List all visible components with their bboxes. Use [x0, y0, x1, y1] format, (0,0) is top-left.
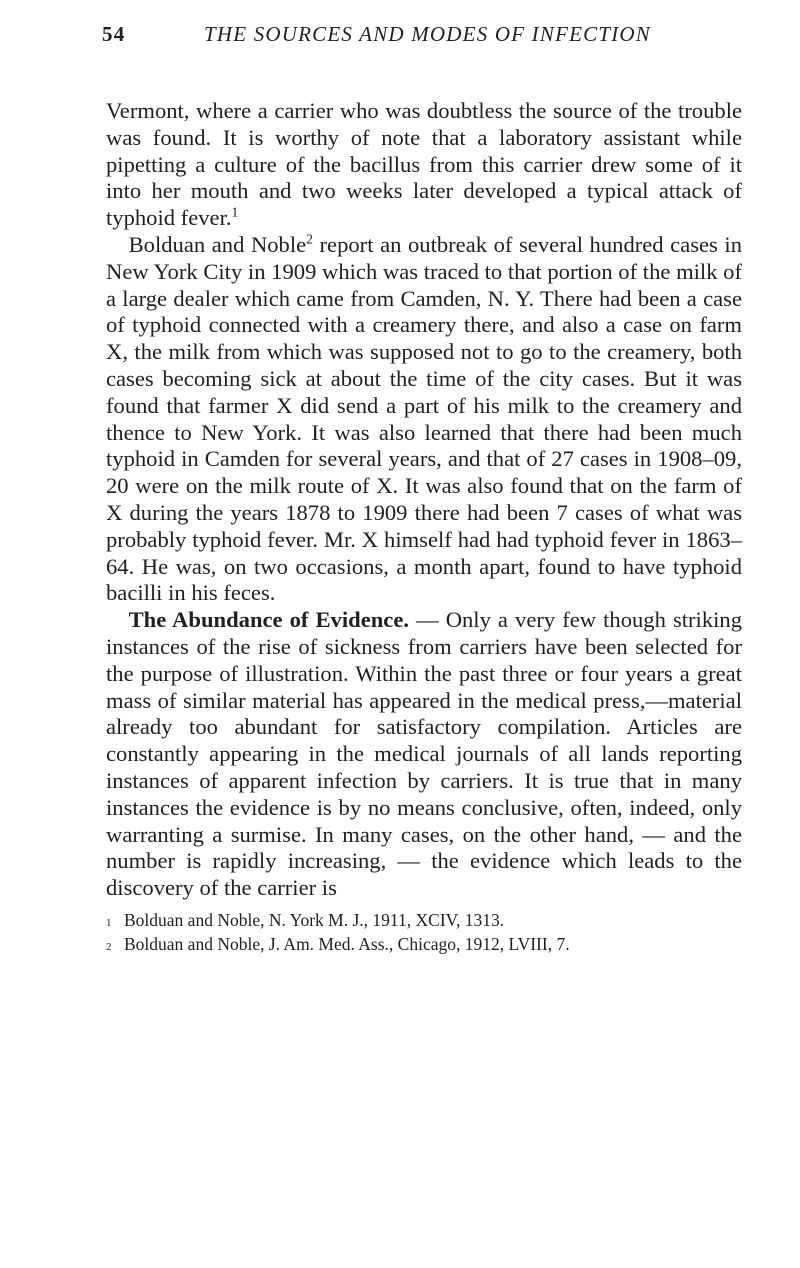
section-heading: The Abundance of Evidence.: [128, 607, 409, 633]
footnote-1: [106, 910, 742, 934]
paragraph-2: [106, 232, 742, 607]
paragraph-1-text: Vermont, where a carrier who was doubtless the source of the trouble was found. It is worthy of note that a laboratory assistant while pipetting a culture of the bacillus from this carrier drew some of it into her mouth and two weeks later developed a typical attack of typhoid fever.: [106, 98, 742, 231]
footnotes: [106, 910, 742, 958]
footnote-2: [106, 934, 742, 958]
book-page: [102, 22, 742, 958]
paragraph-3: [106, 607, 742, 902]
body-text: [106, 98, 742, 902]
footnote-2-text: Bolduan and Noble, J. Am. Med. Ass., Chicago, 1912, LVIII, 7.: [124, 933, 570, 954]
footnote-1-text: Bolduan and Noble, N. York M. J., 1911, XCIV, 1313.: [124, 909, 505, 930]
section-text: — Only a very few though striking instances of the rise of sickness from carriers have been selected for the purpose of illustration. Within the past three or four years a great mass of similar material has appeared in the medical press,—material already too abundant for satisfactory compilation. Articles are constantly appearing in the medical journals of all lands reporting instances of apparent infection by carriers. It is true that in many instances the evidence is by no means conclusive, often, indeed, only warranting a surmise. In many cases, on the other hand, — and the number is rapidly increasing, — the evidence which leads to the discovery of the carrier is: [106, 607, 742, 901]
paragraph-2-text-start: Bolduan and Noble: [128, 231, 307, 257]
footnote-ref-1: 1: [231, 204, 239, 220]
footnote-2-marker: 2: [106, 940, 112, 953]
running-head: [102, 22, 742, 56]
footnote-1-marker: 1: [106, 916, 112, 929]
footnote-ref-2: 2: [306, 231, 313, 247]
paragraph-1: [106, 98, 742, 232]
running-head-title: THE SOURCES AND MODES OF INFECTION: [204, 22, 651, 46]
paragraph-2-text-rest: report an outbreak of several hundred cases in New York City in 1909 which was traced to that portion of the milk of a large dealer which came from Camden, N. Y. There had been a case of typhoid connected with a creamery there, and also a case on farm X, the milk from which was supposed not to go to the creamery, both cases becoming sick at about the time of the city cases. But it was found that farmer X did send a part of his milk to the creamery and thence to New York. It was also learned that there had been much typhoid in Camden for several years, and that of 27 cases in 1908–09, 20 were on the milk route of X. It was also found that on the farm of X during the years 1878 to 1909 there had been 7 cases of what was probably typhoid fever. Mr. X himself had had typhoid fever in 1863–64. He was, on two occasions, a month apart, found to have typhoid bacilli in his feces.: [106, 231, 742, 606]
page-number: 54: [102, 22, 126, 46]
